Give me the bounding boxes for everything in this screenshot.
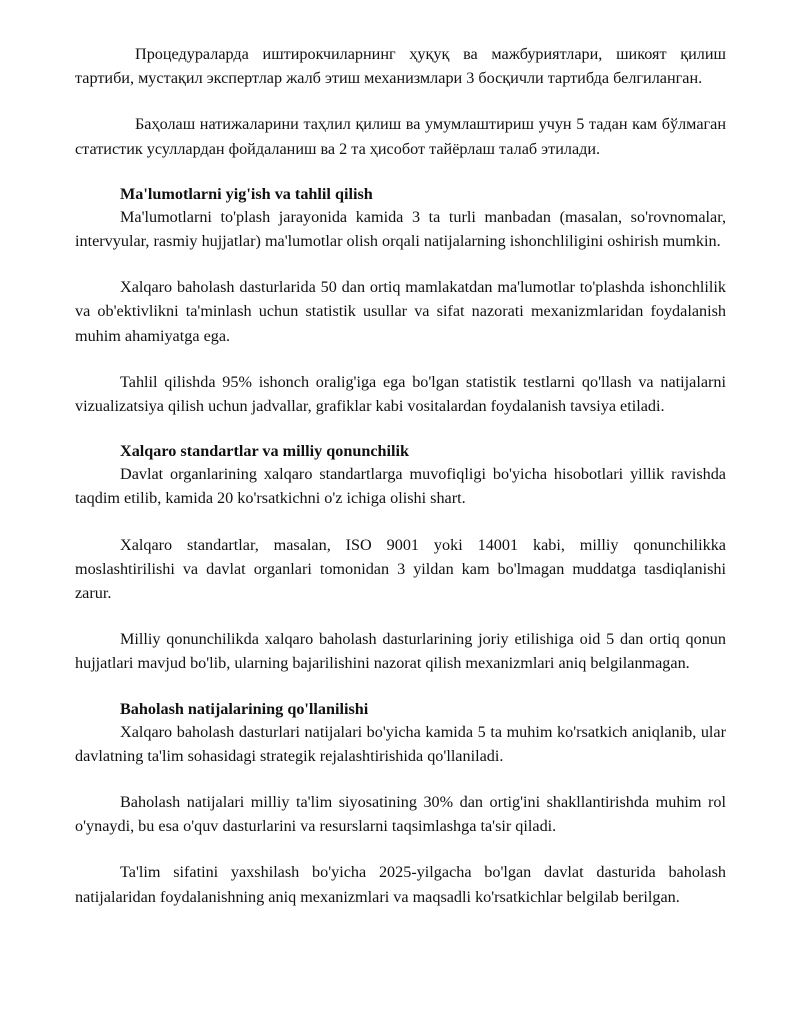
document-page: [75, 42, 726, 931]
section-3-paragraph-3: Ta'lim sifatini yaxshilash bo'yicha 2025-yilgacha bo'lgan davlat dasturida baholash natijalaridan foydalanishning aniq mexanizmlari va maqsadli ko'rsatkichlar belgilab berilgan.: [75, 863, 726, 906]
section-1-paragraph-2: Xalqaro baholash dasturlarida 50 dan ortiq mamlakatdan ma'lumotlar to'plashda ishonchlilik va ob'ektivlikni ta'minlash uchun statistik usullar va sifat nazorati mexanizmlaridan foydalanish muhim ahamiyatga ega.: [75, 278, 726, 345]
section-heading-international-standards: Xalqaro standartlar va milliy qonunchilik: [120, 442, 410, 461]
section-2-paragraph-2: Xalqaro standartlar, masalan, ISO 9001 yoki 14001 kabi, milliy qonunchilikka moslashtirilishi va davlat organlari tomonidan 3 yildan kam bo'lmagan muddatga tasdiqlanishi zarur.: [75, 535, 726, 603]
section-2-paragraph-1: Davlat organlarining xalqaro standartlarga muvofiqligi bo'yicha hisobotlari yillik ravishda taqdim etilib, kamida 20 ko'rsatkichni o'z ichiga olishi shart.: [75, 465, 726, 508]
intro-paragraph-1: Процедураларда иштирокчиларнинг ҳуқуқ ва мажбуриятлари, шикоят қилиш тартиби, мустақил экспертлар жалб этиш механизмлари 3 босқичли тартибда белгиланган.: [75, 45, 726, 88]
section-3-paragraph-2: Baholash natijalari milliy ta'lim siyosatining 30% dan ortig'ini shakllantirishda muhim rol o'ynaydi, bu esa o'quv dasturlarini va resurslarni taqsimlashga ta'sir qiladi.: [75, 793, 726, 836]
intro-paragraph-2: Баҳолаш натижаларини таҳлил қилиш ва умумлаштириш учун 5 тадан кам бўлмаган статистик усуллардан фойдаланиш ва 2 та ҳисобот тайёрлаш талаб этилади.: [75, 115, 726, 158]
section-2-paragraph-3: Milliy qonunchilikda xalqaro baholash dasturlarining joriy etilishiga oid 5 dan ortiq qonun hujjatlari mavjud bo'lib, ularning bajarilishini nazorat qilish mexanizmlari aniq belgilanmagan.: [75, 630, 726, 673]
section-1-paragraph-1: Ma'lumotlarni to'plash jarayonida kamida 3 ta turli manbadan (masalan, so'rovnomalar, intervyular, rasmiy hujjatlar) ma'lumotlar olish orqali natijalarning ishonchliligini oshirish mumkin.: [75, 207, 726, 251]
section-heading-results-application: Baholash natijalarining qo'llanilishi: [120, 699, 369, 718]
section-3-paragraph-1: Xalqaro baholash dasturlari natijalari bo'yicha kamida 5 ta muhim ko'rsatkich aniqlanib, ular davlatning ta'lim sohasidagi strategik rejalashtirishida qo'llaniladi.: [75, 722, 726, 765]
section-1-paragraph-3: Tahlil qilishda 95% ishonch oralig'iga ega bo'lgan statistik testlarni qo'llash va natijalarni vizualizatsiya qilish uchun jadvallar, grafiklar kabi vositalardan foydalanish tavsiya etiladi.: [75, 372, 726, 416]
section-heading-data-collection: Ma'lumotlarni yig'ish va tahlil qilish: [120, 184, 373, 203]
